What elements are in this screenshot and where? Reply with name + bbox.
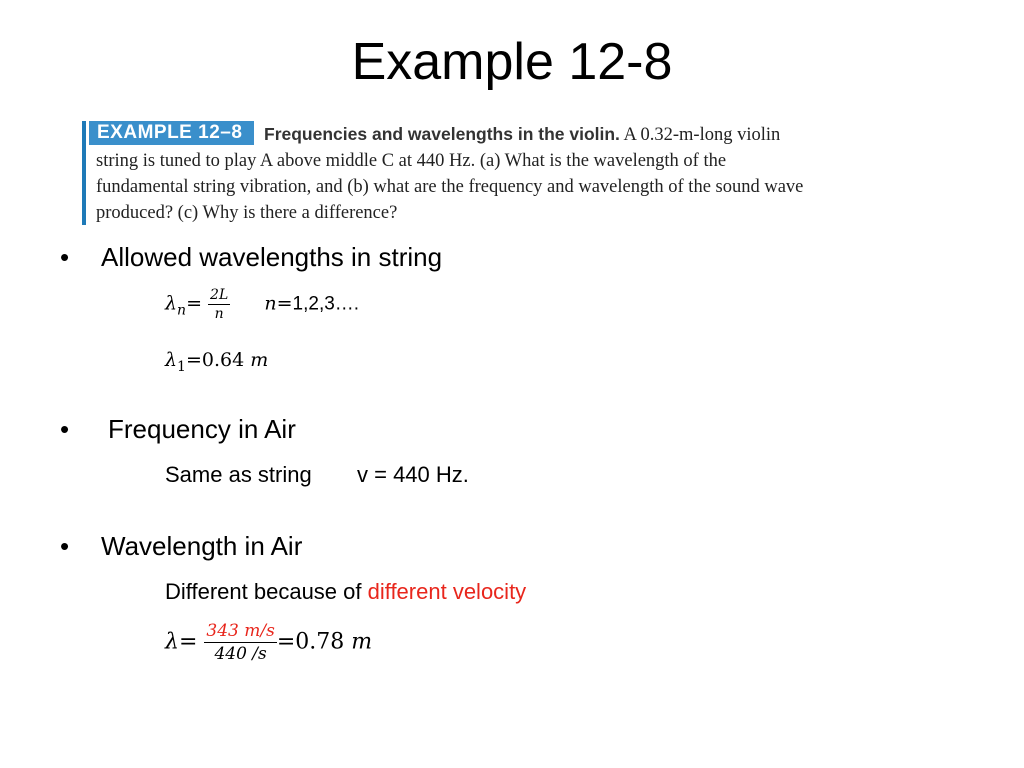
different-velocity-text: different velocity xyxy=(367,579,527,604)
bullet-allowed-wavelengths: Allowed wavelengths in string xyxy=(101,242,443,272)
slide-title: Example 12-8 xyxy=(351,33,673,91)
fraction-speed-over-frequency: $\frac{343 m/s}{440 /s}$ xyxy=(206,621,275,664)
formula-wavelength-in-air: λ= $\frac{343 m/s}{440 /s}$ =0.78 m xyxy=(165,621,373,664)
example-box xyxy=(82,119,812,225)
fraction-2L-over-n: $\frac{2L}{n}$ xyxy=(210,287,229,322)
bullet-marker: • xyxy=(60,531,70,561)
bullet-marker: • xyxy=(60,242,70,272)
velocity-text: v = 440 Hz. xyxy=(357,462,469,487)
different-because-text: Different because of xyxy=(165,579,368,604)
same-as-string-text: Same as string xyxy=(165,462,312,487)
example-text xyxy=(96,121,808,226)
bullet-wavelength-in-air: Wavelength in Air xyxy=(101,531,303,561)
bullet-frequency-in-air: Frequency in Air xyxy=(108,414,296,444)
bullet-marker: • xyxy=(60,414,70,444)
different-because-line xyxy=(165,578,526,606)
formula-allowed-wavelengths: $\lambda_n=$ $\frac{2L}{n}$ n=1,2,3…. xyxy=(165,287,360,322)
formula-fundamental-wavelength: $\lambda_1=0.64$ m xyxy=(165,349,269,375)
example-body: 0.32-m-long violin string is tuned to play A above middle C at 440 Hz. (a) What is the wavelength of the fundamental string vibration, and (b) what are the frequency and wavelength of the sound wave produced? (c) Why is there a difference? xyxy=(96,125,804,223)
example-body-lead: A xyxy=(623,125,636,145)
example-badge: EXAMPLE 12–8 xyxy=(89,121,254,145)
example-heading: Frequencies and wavelengths in the violin. xyxy=(264,124,620,144)
example-accent-bar xyxy=(82,121,86,225)
